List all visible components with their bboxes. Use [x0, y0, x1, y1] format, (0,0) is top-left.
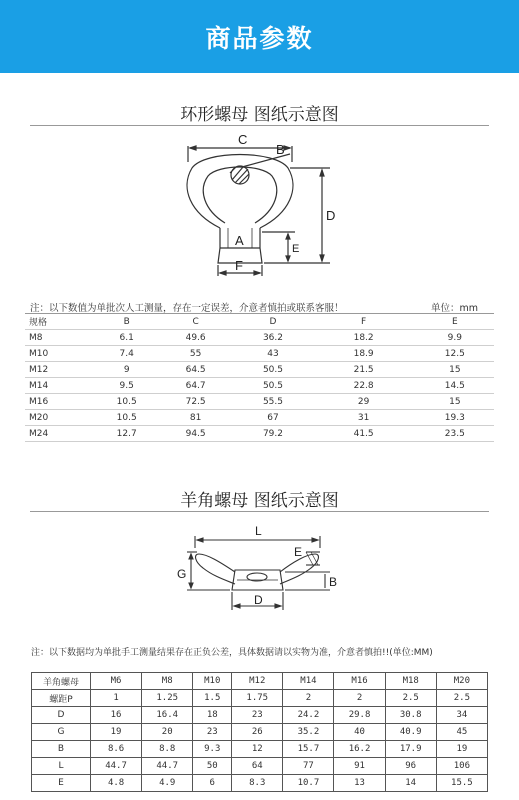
- dim-label-d: D: [326, 208, 336, 223]
- table-row: [25, 378, 494, 394]
- table-cell: 19: [436, 741, 487, 758]
- dim-label-a: A: [235, 233, 244, 248]
- section2-title: 羊角螺母 图纸示意图: [180, 491, 339, 511]
- table-cell: 9.3: [193, 741, 232, 758]
- table-cell: M20: [25, 410, 96, 426]
- table-cell: 40.9: [385, 724, 436, 741]
- table-cell: 106: [436, 758, 487, 775]
- table-row: [32, 775, 488, 792]
- table-cell: 16: [91, 707, 142, 724]
- table-cell: 81: [157, 410, 234, 426]
- section1-title: 环形螺母 图纸示意图: [180, 105, 339, 125]
- table-cell: 17.9: [385, 741, 436, 758]
- table-cell: 23: [232, 707, 283, 724]
- table-header-cell: E: [416, 314, 494, 330]
- table-cell: 10.5: [96, 394, 157, 410]
- table-cell: 15: [416, 362, 494, 378]
- table-cell: 19.3: [416, 410, 494, 426]
- table-cell: M8: [25, 330, 96, 346]
- table-cell: 21.5: [312, 362, 416, 378]
- table-header-cell: 羊角螺母: [32, 673, 91, 690]
- table-cell: 10.5: [96, 410, 157, 426]
- table-cell: 18.2: [312, 330, 416, 346]
- ring-nut-spec-table: [25, 313, 494, 442]
- table-header-cell: M10: [193, 673, 232, 690]
- table-cell: 30.8: [385, 707, 436, 724]
- section1-note: 注：以下数值为单批次人工测量，存在一定误差，介意者慎拍或联系客服！: [30, 303, 344, 314]
- table-cell: M12: [25, 362, 96, 378]
- table-header-cell: C: [157, 314, 234, 330]
- table-cell: 6.1: [96, 330, 157, 346]
- table-header-cell: M18: [385, 673, 436, 690]
- table-cell: M24: [25, 426, 96, 442]
- table-cell: 1.25: [142, 690, 193, 707]
- table-cell: 64.7: [157, 378, 234, 394]
- table-cell: 7.4: [96, 346, 157, 362]
- table-cell: 8.3: [232, 775, 283, 792]
- table-cell: 13: [334, 775, 385, 792]
- table-cell: 23.5: [416, 426, 494, 442]
- table-cell: L: [32, 758, 91, 775]
- table-cell: 2.5: [385, 690, 436, 707]
- dim-label-f: F: [235, 258, 243, 273]
- section2-divider: [30, 511, 489, 512]
- table-row: [25, 362, 494, 378]
- table-cell: 12.5: [416, 346, 494, 362]
- table-cell: 31: [312, 410, 416, 426]
- table-header-cell: M16: [334, 673, 385, 690]
- table-header-cell: 规格: [25, 314, 96, 330]
- table-row: [32, 758, 488, 775]
- table-cell: 15.7: [283, 741, 334, 758]
- table-cell: M14: [25, 378, 96, 394]
- table-row: [25, 410, 494, 426]
- table-cell: 20: [142, 724, 193, 741]
- ring-nut-diagram: [170, 128, 350, 278]
- table-cell: 12.7: [96, 426, 157, 442]
- table-row: [25, 426, 494, 442]
- table-cell: 29: [312, 394, 416, 410]
- table-cell: D: [32, 707, 91, 724]
- wing-nut-diagram: [175, 522, 345, 617]
- table-header-cell: B: [96, 314, 157, 330]
- table-cell: 15.5: [436, 775, 487, 792]
- table-cell: 螺距P: [32, 690, 91, 707]
- table-cell: 23: [193, 724, 232, 741]
- table-cell: 8.8: [142, 741, 193, 758]
- table-cell: 24.2: [283, 707, 334, 724]
- table-cell: 44.7: [91, 758, 142, 775]
- table-cell: 34: [436, 707, 487, 724]
- table-cell: 9.5: [96, 378, 157, 394]
- section1-unit: 单位：mm: [431, 303, 479, 314]
- table-cell: 72.5: [157, 394, 234, 410]
- table-cell: 18.9: [312, 346, 416, 362]
- table-header-cell: D: [234, 314, 311, 330]
- table-cell: 96: [385, 758, 436, 775]
- table-cell: 9: [96, 362, 157, 378]
- dim-label-g: G: [177, 567, 187, 581]
- table-cell: 44.7: [142, 758, 193, 775]
- table-cell: 18: [193, 707, 232, 724]
- table-cell: 79.2: [234, 426, 311, 442]
- table-cell: 26: [232, 724, 283, 741]
- table-cell: 8.6: [91, 741, 142, 758]
- table-cell: 4.8: [91, 775, 142, 792]
- table-cell: 64.5: [157, 362, 234, 378]
- dim-label-d: D: [254, 593, 263, 607]
- table-row: [32, 724, 488, 741]
- table-cell: 14: [385, 775, 436, 792]
- table-row: [32, 690, 488, 707]
- table-cell: 10.7: [283, 775, 334, 792]
- table-cell: 22.8: [312, 378, 416, 394]
- table-header-row: [25, 314, 494, 330]
- table-header-cell: M20: [436, 673, 487, 690]
- table-cell: 1.5: [193, 690, 232, 707]
- dim-label-e: E: [294, 545, 303, 559]
- table-header-cell: M12: [232, 673, 283, 690]
- table-row: [32, 707, 488, 724]
- table-cell: 2: [283, 690, 334, 707]
- table-cell: 40: [334, 724, 385, 741]
- table-cell: 94.5: [157, 426, 234, 442]
- table-cell: 19: [91, 724, 142, 741]
- table-cell: 64: [232, 758, 283, 775]
- section2-note: 注：以下数据均为单批手工测量结果存在正负公差，具体数据请以实物为准，介意者慎拍!!(单位:MM): [31, 648, 433, 658]
- table-cell: 49.6: [157, 330, 234, 346]
- table-cell: 4.9: [142, 775, 193, 792]
- table-cell: 43: [234, 346, 311, 362]
- table-cell: 50: [193, 758, 232, 775]
- table-header-cell: F: [312, 314, 416, 330]
- table-cell: E: [32, 775, 91, 792]
- dim-label-e: E: [292, 243, 300, 255]
- dim-label-b: B: [276, 142, 285, 157]
- table-cell: 41.5: [312, 426, 416, 442]
- dim-label-c: C: [238, 132, 248, 147]
- table-header-cell: M6: [91, 673, 142, 690]
- table-cell: 67: [234, 410, 311, 426]
- table-cell: M16: [25, 394, 96, 410]
- table-cell: 9.9: [416, 330, 494, 346]
- table-cell: 45: [436, 724, 487, 741]
- table-row: [25, 346, 494, 362]
- wing-nut-spec-table: [31, 672, 488, 792]
- table-cell: 16.4: [142, 707, 193, 724]
- table-cell: 2: [334, 690, 385, 707]
- dim-label-b: B: [329, 575, 338, 589]
- table-cell: 2.5: [436, 690, 487, 707]
- table-cell: 29.8: [334, 707, 385, 724]
- table-cell: 6: [193, 775, 232, 792]
- table-cell: G: [32, 724, 91, 741]
- table-header-row: [32, 673, 488, 690]
- dim-label-l: L: [255, 524, 262, 538]
- table-cell: 35.2: [283, 724, 334, 741]
- table-row: [32, 741, 488, 758]
- table-cell: 50.5: [234, 362, 311, 378]
- table-row: [25, 394, 494, 410]
- table-cell: 15: [416, 394, 494, 410]
- table-cell: 50.5: [234, 378, 311, 394]
- table-cell: 77: [283, 758, 334, 775]
- table-cell: B: [32, 741, 91, 758]
- section1-divider: [30, 125, 489, 126]
- table-header-cell: M14: [283, 673, 334, 690]
- header-banner: [0, 0, 519, 73]
- table-cell: 91: [334, 758, 385, 775]
- table-cell: 36.2: [234, 330, 311, 346]
- table-cell: 55: [157, 346, 234, 362]
- table-cell: 12: [232, 741, 283, 758]
- banner-title: 商品参数: [205, 23, 314, 53]
- table-cell: 1: [91, 690, 142, 707]
- table-cell: 1.75: [232, 690, 283, 707]
- table-cell: 55.5: [234, 394, 311, 410]
- table-row: [25, 330, 494, 346]
- table-cell: M10: [25, 346, 96, 362]
- table-cell: 14.5: [416, 378, 494, 394]
- table-header-cell: M8: [142, 673, 193, 690]
- table-cell: 16.2: [334, 741, 385, 758]
